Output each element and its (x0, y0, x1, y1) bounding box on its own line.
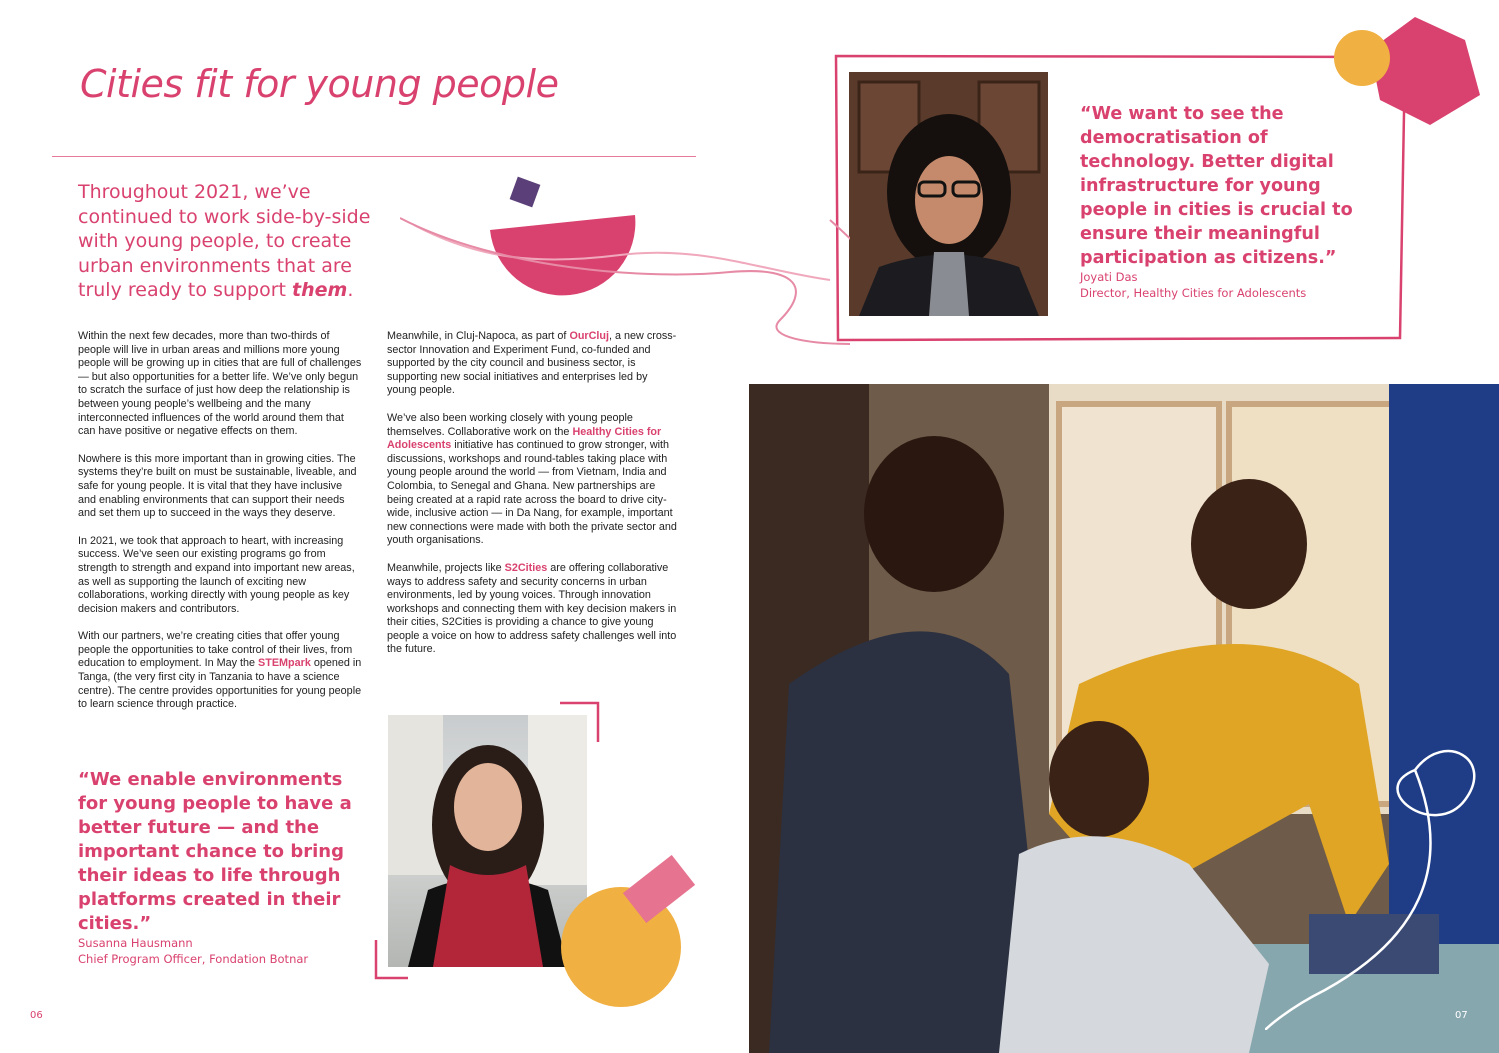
healthy-cities-link[interactable]: Healthy Cities for Adolescents (387, 425, 662, 452)
paragraph: In 2021, we took that approach to heart, with increasing success. We’ve seen our existing programs go from strength to strength and expand into important new areas, as well as supporting the launch of exciting new collaborations, working directly with young people as key decision makers and contributors. (78, 534, 355, 615)
pull-quote-right: “We want to see the democratisation of technology. Better digital infrastructure for young people in cities is crucial to ensure their meaningful participation as citizens.” (1080, 104, 1353, 268)
intro-paragraph (78, 180, 378, 303)
page-title: Cities fit for young people (80, 62, 559, 106)
intro-emphasis: them (292, 279, 348, 301)
text-span: , a new cross-sector Innovation and Experiment Fund, co-funded and supported by the city council and business sector, is supporting new social initiatives and enterprises led by young people. (387, 330, 677, 397)
attribution-name: Joyati Das (1080, 270, 1138, 284)
quote-attribution-right (1080, 269, 1306, 301)
paragraph: Nowhere is this more important than in growing cities. The systems they’re built on must be sustainable, liveable, and safe for young people. It is vital that they have inclusive and enabling environments that can support their needs and set them up to succeed in the ways they deserve. (78, 452, 357, 520)
stempark-link[interactable]: STEMpark (258, 657, 311, 670)
text-span: opened in Tanga, (the very first city in Tanzania to have a science centre). The centre provides opportunities for young people to learn science through practice. (78, 657, 362, 711)
intro-end: . (347, 279, 354, 301)
text-span: are offering collaborative ways to address safety and security concerns in urban environments, led by young voices. Through innovation workshops and connecting them with key decision makers in their cities, S2Cities is providing a chance to give young people a voice on how to address safety challenges well into the future. (387, 561, 677, 656)
attribution-name: Susanna Hausmann (78, 936, 193, 950)
text-span: We’ve also been working closely with young people themselves. Collaborative work on the (387, 411, 633, 438)
text-span: With our partners, we’re creating cities that offer young people the opportunities to take control of their lives, from education to employment. In May the (78, 630, 353, 670)
page-number-right: 07 (1455, 1010, 1468, 1021)
paragraph (387, 562, 677, 657)
title-divider (52, 156, 696, 157)
ourcluj-link[interactable]: OurCluj (569, 330, 610, 342)
attribution-role: Director, Healthy Cities for Adolescents (1080, 286, 1307, 300)
body-column-2 (387, 330, 677, 671)
quote-attribution-left (78, 935, 308, 967)
page-number-left: 06 (30, 1010, 43, 1021)
body-column-1 (78, 330, 363, 726)
paragraph (78, 630, 363, 712)
pull-quote-left: “We enable environments for young people to have a better future — and the important chance to bring their ideas to life through platforms created in their cities.” (78, 769, 352, 934)
decorative-circle-graphic (555, 855, 705, 1010)
attribution-role: Chief Program Officer, Fondation Botnar (78, 952, 309, 966)
text-span: Meanwhile, projects like (387, 561, 505, 574)
s2cities-link[interactable]: S2Cities (504, 561, 548, 574)
portrait-photo-joyati (849, 72, 1048, 316)
purple-square-shape (510, 177, 541, 208)
paragraph (387, 412, 677, 548)
decorative-squiggle-line (400, 210, 850, 360)
orange-circle-shape (1334, 30, 1390, 86)
intro-text: Throughout 2021, we’ve continued to work side-by-side with young people, to create urban environments that are truly ready to support (78, 181, 371, 301)
decorative-white-curve (1265, 730, 1495, 1030)
text-span: Meanwhile, in Cluj-Napoca, as part of (387, 330, 570, 342)
text-span: initiative has continued to grow stronger, with discussions, workshops and round-tables taking place with young people around the world — from Vietnam, India and Colombia, to Senegal and Ghana. New partnerships are being created at a rapid rate across the board to drive city-wide, inclusive action — in Da Nang, for example, important new connections were made with both the private sector and youth organisations. (387, 439, 677, 547)
paragraph: Within the next few decades, more than two-thirds of people will live in urban areas and millions more young people will be growing up in cities that are full of challenges — but also opportunities for a better life. We’ve only begun to scratch the surface of just how deep the relationship is between young people’s wellbeing and the many interconnected influences of the world around them that can have positive or negative effects on them. (78, 330, 362, 438)
